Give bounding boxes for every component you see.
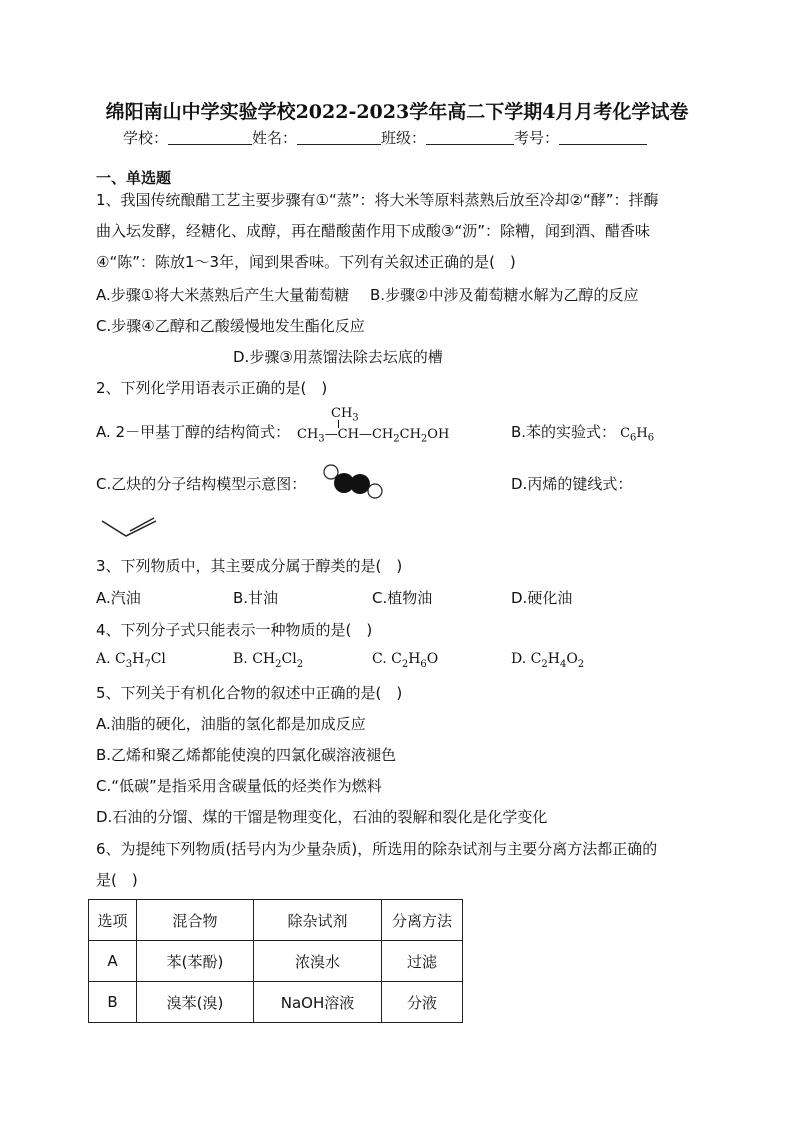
- propene-bond-lines: [102, 521, 156, 536]
- q2-option-c[interactable]: C.乙炔的分子结构模型示意图：: [96, 475, 307, 493]
- q2-formula-a-chain: $CH_3—CH—CH_2CH_2OH$: [297, 427, 450, 445]
- q3-option-b[interactable]: B.甘油: [233, 589, 279, 607]
- table-header-cell: 除杂试剂: [254, 900, 382, 941]
- q4-option-b[interactable]: B. $CH_2Cl_2$: [233, 651, 304, 670]
- section-heading: 一、单选题: [96, 169, 172, 187]
- q2-option-a[interactable]: A. 2－甲基丁醇的结构简式：: [96, 423, 291, 441]
- table-header-cell: 选项: [89, 900, 137, 941]
- propene-skeletal-formula: [100, 515, 160, 541]
- q1-line-3: ④“陈”：陈放1～3年，闻到果香味。下列有关叙述正确的是( ): [96, 253, 516, 271]
- q5-option-c[interactable]: C.“低碳”是指采用含碳量低的烃类作为燃料: [96, 777, 382, 795]
- table-cell: 溴苯(溴): [137, 982, 254, 1023]
- carbon-atom-right: [350, 474, 370, 494]
- table-cell: 分液: [382, 982, 463, 1023]
- q5-option-d[interactable]: D.石油的分馏、煤的干馏是物理变化，石油的裂解和裂化是化学变化: [96, 808, 548, 826]
- q5-option-a[interactable]: A.油脂的硬化，油脂的氢化都是加成反应: [96, 715, 366, 733]
- table-cell: 浓溴水: [254, 941, 382, 982]
- q3-stem: 3、下列物质中，其主要成分属于醇类的是( ): [96, 557, 403, 575]
- table-cell: A: [89, 941, 137, 982]
- q5-option-b[interactable]: B.乙烯和聚乙烯都能使溴的四氯化碳溶液褪色: [96, 746, 397, 764]
- q2-option-b-label: B.苯的实验式：: [511, 423, 617, 441]
- number-blank[interactable]: [559, 130, 647, 145]
- q2-formula-b: $C_6H_6$: [620, 426, 655, 444]
- q2-option-d[interactable]: D.丙烯的键线式：: [511, 475, 633, 493]
- table-row: [89, 941, 463, 982]
- school-label: 学校：: [123, 129, 169, 147]
- q4-option-c[interactable]: C. $C_2H_6O$: [372, 651, 439, 670]
- number-label: 考号：: [514, 129, 560, 147]
- q3-option-d[interactable]: D.硬化油: [511, 589, 573, 607]
- student-info-line: [123, 127, 647, 148]
- q6-line-2: 是( ): [96, 871, 138, 889]
- q4-stem: 4、下列分子式只能表示一种物质的是( ): [96, 621, 373, 639]
- q1-option-c[interactable]: C.步骤④乙醇和乙酸缓慢地发生酯化反应: [96, 317, 365, 335]
- q6-table: [88, 899, 463, 1023]
- q1-option-d[interactable]: D.步骤③用蒸馏法除去坛底的槽: [233, 348, 443, 366]
- class-label: 班级：: [381, 129, 427, 147]
- name-label: 姓名：: [252, 129, 298, 147]
- q2-formula-a-branch: $CH_3$: [331, 406, 359, 424]
- q3-option-c[interactable]: C.植物油: [372, 589, 433, 607]
- table-header-cell: 混合物: [137, 900, 254, 941]
- q6-line-1: 6、为提纯下列物质(括号内为少量杂质)，所选用的除杂试剂与主要分离方法都正确的: [96, 840, 658, 858]
- table-row: [89, 982, 463, 1023]
- q5-stem: 5、下列关于有机化合物的叙述中正确的是( ): [96, 684, 403, 702]
- table-header-row: [89, 900, 463, 941]
- table-cell: NaOH溶液: [254, 982, 382, 1023]
- q4-option-a[interactable]: A. $C_3H_7Cl$: [96, 651, 166, 670]
- table-header-cell: 分离方法: [382, 900, 463, 941]
- q1-option-a[interactable]: A.步骤①将大米蒸熟后产生大量葡萄糖: [96, 286, 350, 304]
- q2-stem: 2、下列化学用语表示正确的是( ): [96, 379, 328, 397]
- school-blank[interactable]: [168, 130, 252, 145]
- q4-option-d[interactable]: D. $C_2H_4O_2$: [511, 651, 585, 670]
- q1-line-2: 曲入坛发酵，经糖化、成醇，再在醋酸菌作用下成酸③“沥”：除糟，闻到酒、醋香味: [96, 222, 650, 240]
- table-cell: B: [89, 982, 137, 1023]
- table-cell: 过滤: [382, 941, 463, 982]
- hydrogen-atom-right: [368, 484, 382, 498]
- name-blank[interactable]: [297, 130, 381, 145]
- q1-line-1: 1、我国传统酿醋工艺主要步骤有①“蒸”：将大米等原料蒸熟后放至冷却②“酵”：拌酶: [96, 191, 659, 209]
- q3-option-a[interactable]: A.汽油: [96, 589, 141, 607]
- q1-option-b[interactable]: B.步骤②中涉及葡萄糖水解为乙醇的反应: [370, 286, 639, 304]
- exam-title: 绵阳南山中学实验学校2022-2023学年高二下学期4月月考化学试卷: [105, 101, 689, 123]
- class-blank[interactable]: [426, 130, 514, 145]
- hydrogen-atom-left: [324, 465, 338, 479]
- acetylene-model-diagram: [320, 462, 386, 500]
- q2-option-b[interactable]: [511, 421, 654, 444]
- table-cell: 苯(苯酚): [137, 941, 254, 982]
